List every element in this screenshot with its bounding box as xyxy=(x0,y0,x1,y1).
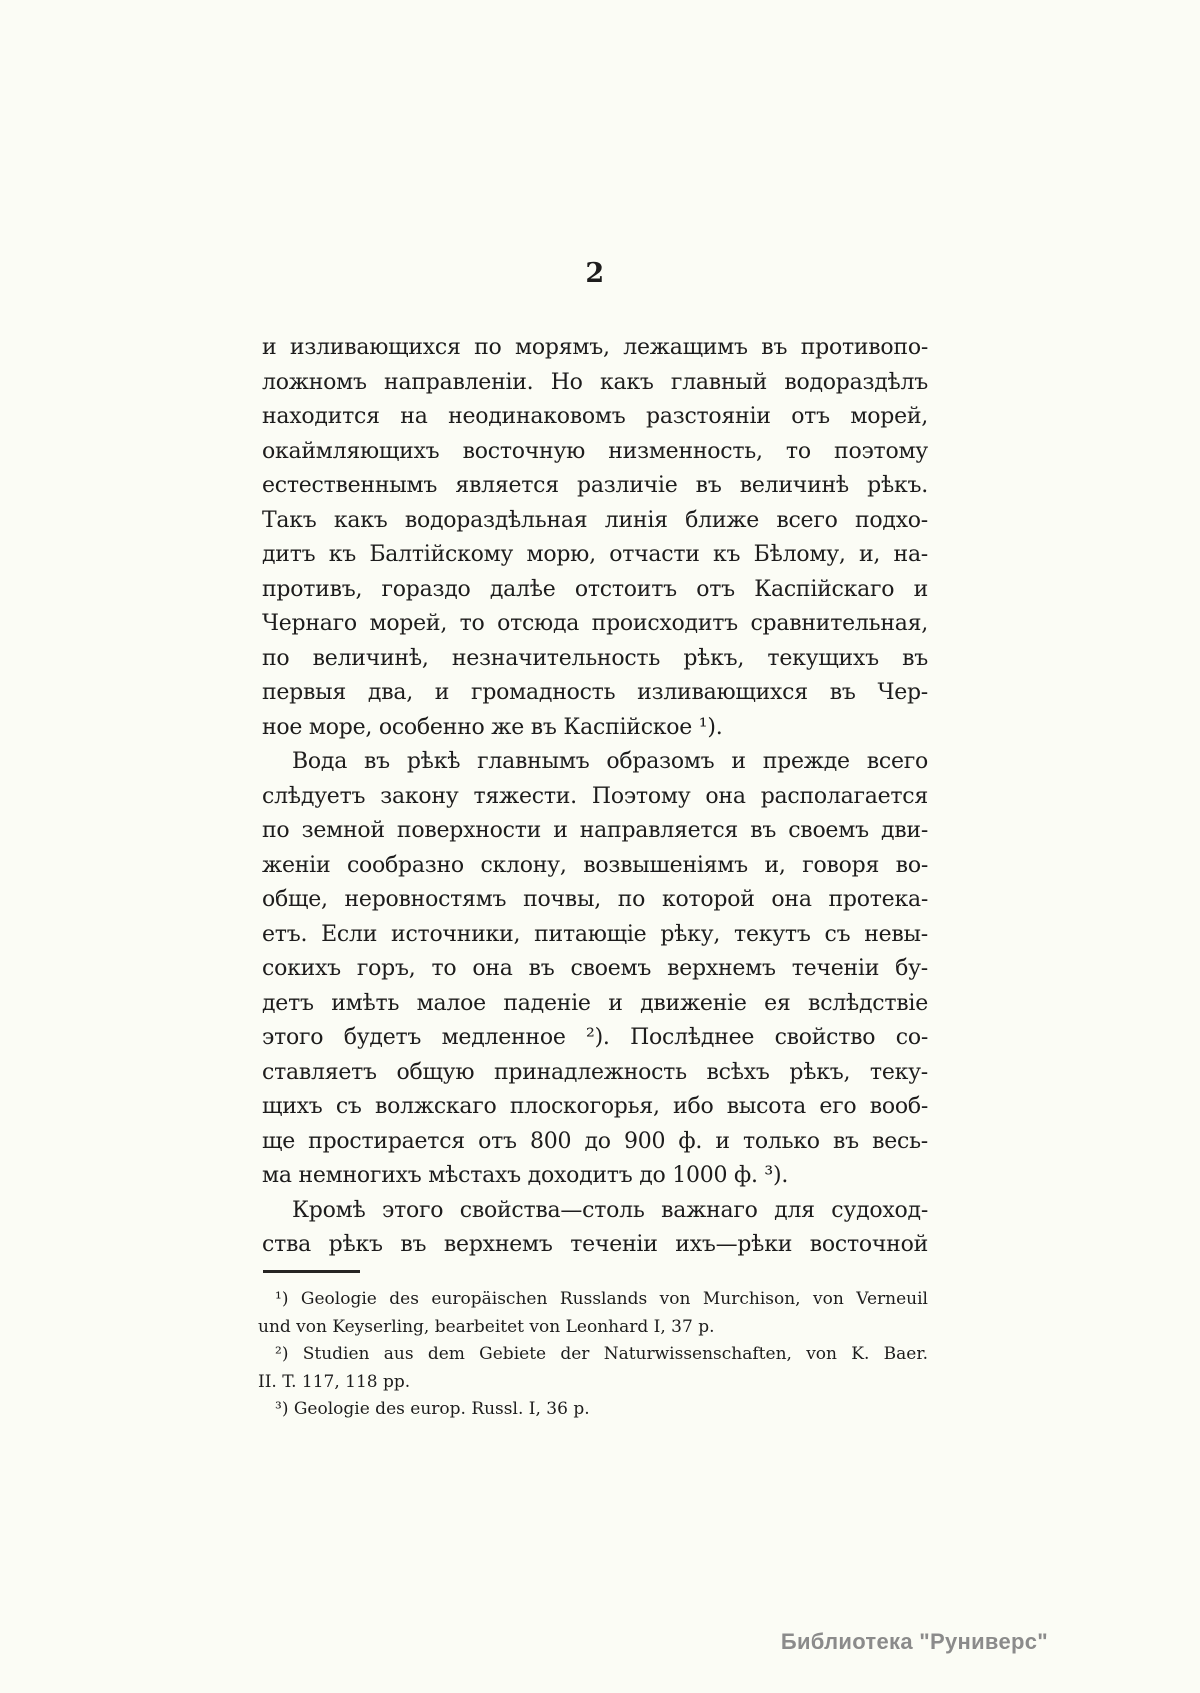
text-line: етъ. Если источники, питающіе рѣку, текутъ съ невы- xyxy=(262,921,928,947)
text-line: находится на неодинаковомъ разстояніи отъ морей, xyxy=(262,404,928,429)
text-line: сокихъ горъ, то она въ своемъ верхнемъ теченіи бу- xyxy=(262,956,928,981)
text-line: слѣдуетъ закону тяжести. Поэтому она располагается xyxy=(262,783,928,809)
footnotes xyxy=(258,1286,928,1424)
page-number: 2 xyxy=(585,258,605,289)
text-line: по величинѣ, незначительность рѣкъ, текущихъ въ xyxy=(262,645,928,671)
text-line: Вода въ рѣкѣ главнымъ образомъ и прежде всего xyxy=(292,749,928,774)
footnote-line: und von Keyserling, bearbeitet von Leonhard I, 37 p. xyxy=(258,1316,715,1337)
text-line: ное море, особенно же въ Каспійское ¹). xyxy=(262,714,723,740)
text-line: этого будетъ медленное ²). Послѣднее свойство со- xyxy=(262,1025,928,1050)
text-line: ставляетъ общую принадлежность всѣхъ рѣкъ, теку- xyxy=(262,1059,928,1085)
footnote-line: II. T. 117, 118 pp. xyxy=(258,1371,411,1392)
text-line: естественнымъ является различіе въ величинѣ рѣкъ. xyxy=(262,473,928,498)
text-line: противъ, гораздо далѣе отстоитъ отъ Каспійскаго и xyxy=(262,576,928,602)
text-line: окаймляющихъ восточную низменность, то поэтому xyxy=(262,438,928,464)
text-line: и изливающихся по морямъ, лежащимъ въ противопо- xyxy=(262,335,928,360)
text-line: ще простирается отъ 800 до 900 ф. и только въ весь- xyxy=(262,1128,928,1154)
text-line: ства рѣкъ въ верхнемъ теченіи ихъ—рѣки восточной xyxy=(262,1232,928,1257)
text-line: ложномъ направленіи. Но какъ главный водораздѣлъ xyxy=(262,369,928,395)
text-line: Такъ какъ водораздѣльная линія ближе всего подхо- xyxy=(262,507,928,533)
text-line: ма немногихъ мѣстахъ доходитъ до 1000 ф. ³). xyxy=(262,1163,789,1188)
footnote-line: ³) Geologie des europ. Russl. I, 36 p. xyxy=(275,1399,590,1419)
text-line: дитъ къ Балтійскому морю, отчасти къ Бѣлому, и, на- xyxy=(262,542,928,567)
text-line: детъ имѣть малое паденіе и движеніе ея вслѣдствіе xyxy=(262,990,928,1016)
body-text xyxy=(262,331,928,1263)
text-line: Кромѣ этого свойства—столь важнаго для судоход- xyxy=(292,1197,928,1223)
footnote-separator xyxy=(263,1270,360,1273)
text-line: женіи сообразно склону, возвышеніямъ и, говоря во- xyxy=(262,852,928,878)
text-line: первыя два, и громадность изливающихся въ Чер- xyxy=(262,680,928,705)
text-line: обще, неровностямъ почвы, по которой она протека- xyxy=(262,887,928,912)
text-line: Чернаго морей, то отсюда происходитъ сравнительная, xyxy=(262,611,928,636)
text-line: щихъ съ волжскаго плоскогорья, ибо высота его вооб- xyxy=(262,1094,928,1119)
footnote-line: ¹) Geologie des europäischen Russlands von Murchison, von Verneuil xyxy=(275,1289,928,1309)
text-line: по земной поверхности и направляется въ своемъ дви- xyxy=(262,818,928,843)
footnote-line: ²) Studien aus dem Gebiete der Naturwissenschaften, von K. Baer. xyxy=(275,1344,928,1364)
watermark: Библиотека "Руниверс" xyxy=(780,1629,1048,1654)
